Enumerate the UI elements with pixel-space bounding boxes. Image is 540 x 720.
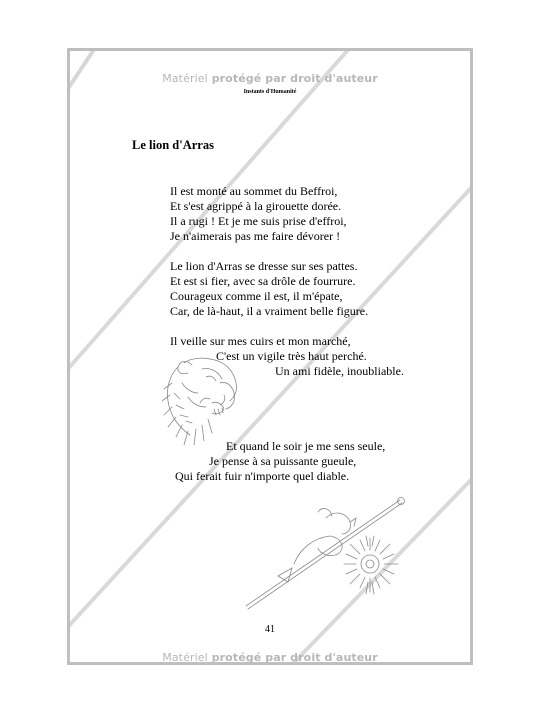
copyright-watermark-top xyxy=(70,72,470,85)
lion-head-sketch xyxy=(162,353,248,473)
weathervane-sun-spear-sketch xyxy=(238,488,418,613)
poem-line: Et est si fier, avec sa drôle de fourrure. xyxy=(170,274,356,288)
book-page xyxy=(67,48,473,665)
watermark-prefix: Matériel xyxy=(162,651,208,664)
poem-line: Je n'aimerais pas me faire dévorer ! xyxy=(170,229,341,243)
poem-line: Il a rugi ! Et je me suis prise d'effroi, xyxy=(170,214,347,228)
watermark-prefix: Matériel xyxy=(162,72,208,85)
poem-line: Il est monté au sommet du Beffroi, xyxy=(170,184,338,198)
poem-line: Car, de là-haut, il a vraiment belle figure. xyxy=(170,304,369,318)
watermark-main: protégé par droit d'auteur xyxy=(211,72,378,85)
poem-line: Je pense à sa puissante gueule, xyxy=(209,454,357,468)
running-head: Instants d'Humanité xyxy=(243,89,297,95)
poem-title: Le lion d'Arras xyxy=(132,138,214,152)
page-number: 41 xyxy=(265,624,275,635)
copyright-watermark-bottom xyxy=(70,651,470,664)
poem-line: Qui ferait fuir n'importe quel diable. xyxy=(175,469,350,483)
poem-line: Un ami fidèle, inoubliable. xyxy=(275,364,404,378)
poem-line: Il veille sur mes cuirs et mon marché, xyxy=(170,334,351,348)
poem-line: Le lion d'Arras se dresse sur ses pattes. xyxy=(170,259,358,273)
poem-line: C'est un vigile très haut perché. xyxy=(216,349,367,363)
poem-line: Et s'est agrippé à la girouette dorée. xyxy=(170,199,342,213)
poem-line: Courageux comme il est, il m'épate, xyxy=(170,289,343,303)
watermark-main: protégé par droit d'auteur xyxy=(211,651,378,664)
poem-line: Et quand le soir je me sens seule, xyxy=(226,439,386,453)
